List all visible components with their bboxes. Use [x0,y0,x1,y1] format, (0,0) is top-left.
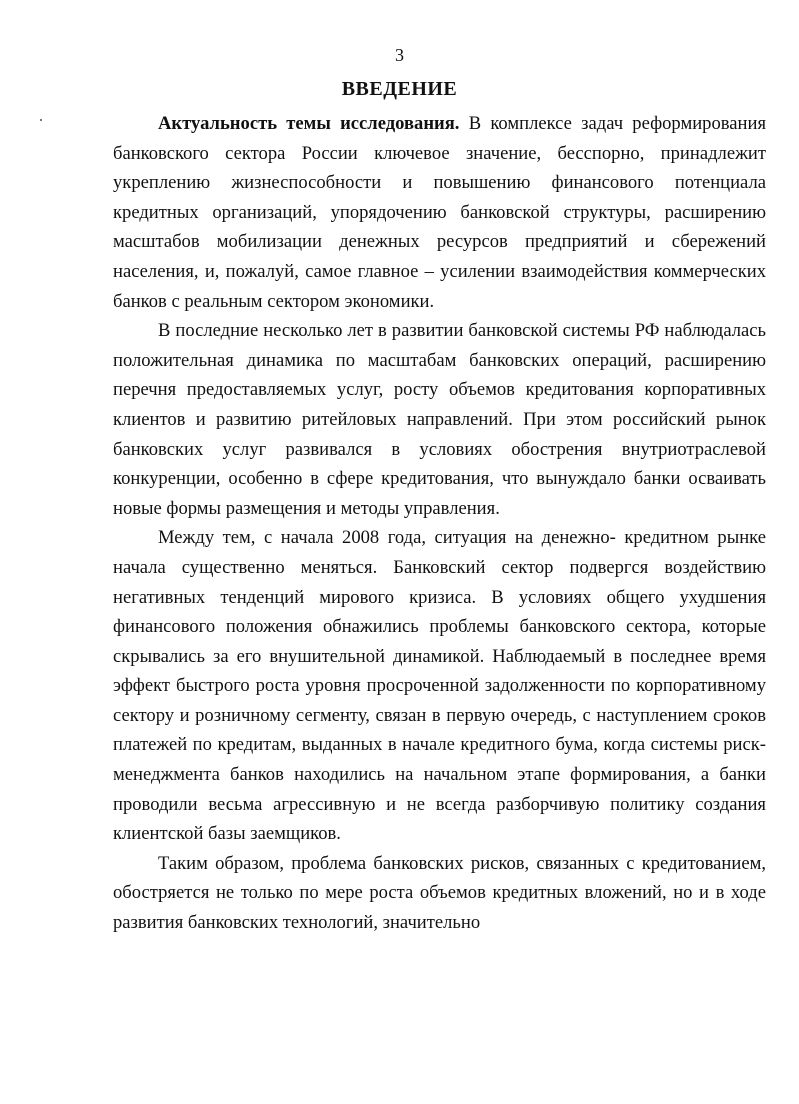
paragraph-dynamics: В последние несколько лет в развитии банковской системы РФ наблюдалась положительная динамика по масштабам банковских операций, расширению перечня предоставляемых услуг, росту объемов кредитования корпоративных клиентов и развитию ритейловых направлений. При этом российский рынок банковских услуг развивался в условиях обострения внутриотраслевой конкуренции, особенно в сфере кредитования, что вынуждало банки осваивать новые формы размещения и методы управления. [113,320,766,519]
paragraph-conclusion: Таким образом, проблема банковских рисков, связанных с кредитованием, обостряется не только по мере роста объемов кредитных вложений, но и в ходе развития банковских технологий, значительно [113,852,766,934]
paragraph-lead: Актуальность темы исследования. [158,113,460,134]
page-number: 3 [395,45,404,65]
paragraph-relevance [113,109,766,316]
paragraph-crisis: Между тем, с начала 2008 года, ситуация на денежно- кредитном рынке начала существенно меняться. Банковский сектор подвергся воздействию негативных тенденций мирового кризиса. В условиях общего ухудшения финансового положения обнажились проблемы банковского сектора, которые скрывались за его внушительной динамикой. Наблюдаемый в последнее время эффект быстрого роста уровня просроченной задолженности по корпоративному сектору и розничному сегменту, связан в первую очередь, с наступлением сроков платежей по кредитам, выданных в начале кредитного бума, когда системы риск-менеджмента банков находились на начальном этапе формирования, а банки проводили весьма агрессивную и не всегда разборчивую политику создания клиентской базы заемщиков. [113,527,766,845]
body-text [113,109,766,938]
paragraph-text: В комплексе задач реформирования банковского сектора России ключевое значение, бесспорно, принадлежит укреплению жизнеспособности и повышению финансового потенциала кредитных организаций, упорядочению банковской структуры, расширению масштабов мобилизации денежных ресурсов предприятий и сбережений населения, и, пожалуй, самое главное – усилении взаимодействия коммерческих банков с реальным сектором экономики. [113,113,766,312]
scan-speck [40,119,42,121]
section-title: ВВЕДЕНИЕ [341,78,458,100]
